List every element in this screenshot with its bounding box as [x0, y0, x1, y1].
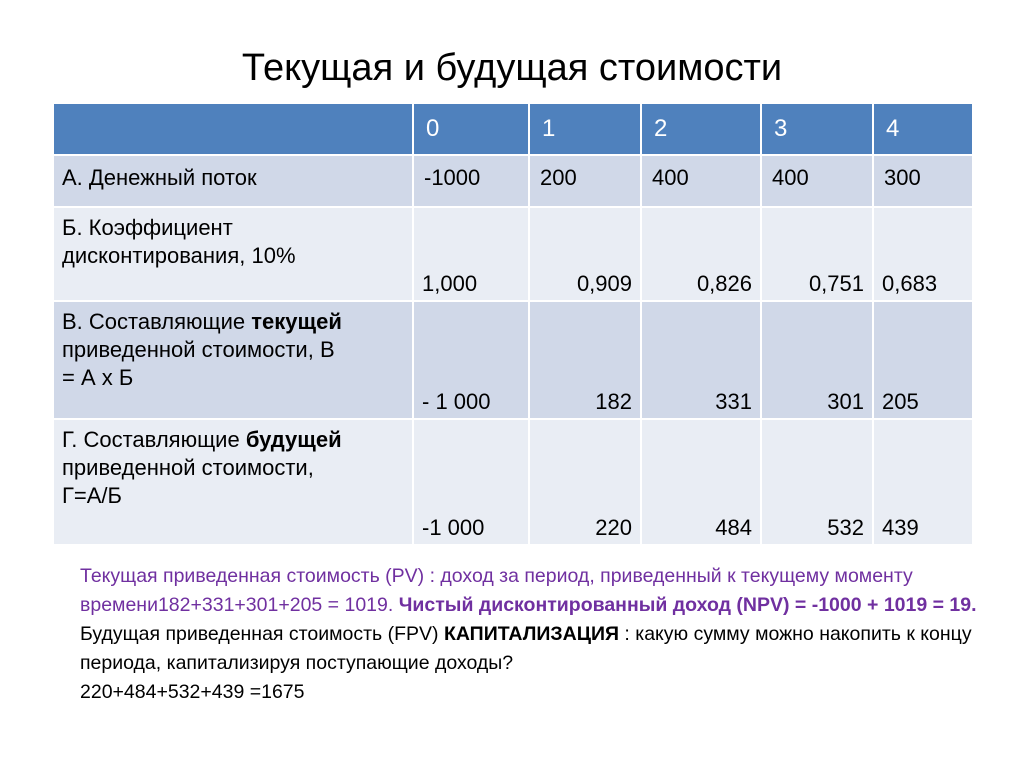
explanation-notes [80, 562, 980, 707]
table-cell: 400 [641, 155, 761, 207]
table-cell: 301 [761, 301, 873, 419]
npv-text: Чистый дисконтированный доход (NPV) = -1000 + 1019 = 19. [398, 594, 977, 616]
header-cell: 2 [641, 103, 761, 155]
header-cell: 0 [413, 103, 529, 155]
table-cell: 1,000 [413, 207, 529, 301]
table-cell: 484 [641, 419, 761, 545]
table-cell: 0,751 [761, 207, 873, 301]
row-label-emphasis: текущей [251, 309, 342, 334]
fpv-text: Будущая приведенная стоимость (FPV) [80, 623, 444, 645]
capitalization-term: КАПИТАЛИЗАЦИЯ [443, 623, 619, 645]
table-cell: 532 [761, 419, 873, 545]
pv-text: Текущая приведенная стоимость (PV) : доход за период, приведенный к текущему моменту времени182+331+301+205 = 1019. [80, 565, 913, 616]
table-row [53, 419, 973, 545]
row-label-line: = А х Б [62, 365, 134, 390]
row-label-line: приведенной стоимости, В [62, 337, 335, 362]
row-label-line: дисконтирования, 10% [62, 243, 296, 268]
table-row [53, 301, 973, 419]
header-cell: 3 [761, 103, 873, 155]
row-label-line [62, 308, 404, 336]
table-cell: 439 [873, 419, 973, 545]
table-row [53, 155, 973, 207]
table-cell: 200 [529, 155, 641, 207]
header-cell [53, 103, 413, 155]
row-label-line: приведенной стоимости, [62, 455, 314, 480]
pv-paragraph [80, 562, 980, 620]
table-cell: -1 000 [413, 419, 529, 545]
table-cell: 220 [529, 419, 641, 545]
row-label-emphasis: будущей [245, 427, 342, 452]
row-label-text: В. Составляющие [62, 309, 252, 334]
row-label: А. Денежный поток [53, 155, 413, 207]
row-label-text: Г. Составляющие [62, 427, 246, 452]
table-cell: 0,826 [641, 207, 761, 301]
row-label-line: Г=А/Б [62, 483, 122, 508]
row-label [53, 207, 413, 301]
table-cell: 0,683 [873, 207, 973, 301]
table-cell: 0,909 [529, 207, 641, 301]
table-cell: -1000 [413, 155, 529, 207]
table-cell: 205 [873, 301, 973, 419]
value-table [52, 102, 974, 546]
table-cell: 331 [641, 301, 761, 419]
row-label [53, 301, 413, 419]
table-cell: 400 [761, 155, 873, 207]
table-cell: - 1 000 [413, 301, 529, 419]
header-cell: 4 [873, 103, 973, 155]
row-label-line: Б. Коэффициент [62, 215, 233, 240]
table-cell: 300 [873, 155, 973, 207]
capitalization-text: : какую сумму можно накопить к концу периода, капитализируя поступающие доходы? [80, 623, 972, 674]
slide-title: Текущая и будущая стоимости [241, 47, 783, 89]
row-label-line [62, 426, 404, 454]
fpv-sum-line: 220+484+532+439 =1675 [80, 681, 305, 703]
table-header-row [53, 103, 973, 155]
table-row [53, 207, 973, 301]
fpv-paragraph [80, 620, 980, 678]
row-label [53, 419, 413, 545]
header-cell: 1 [529, 103, 641, 155]
table-cell: 182 [529, 301, 641, 419]
